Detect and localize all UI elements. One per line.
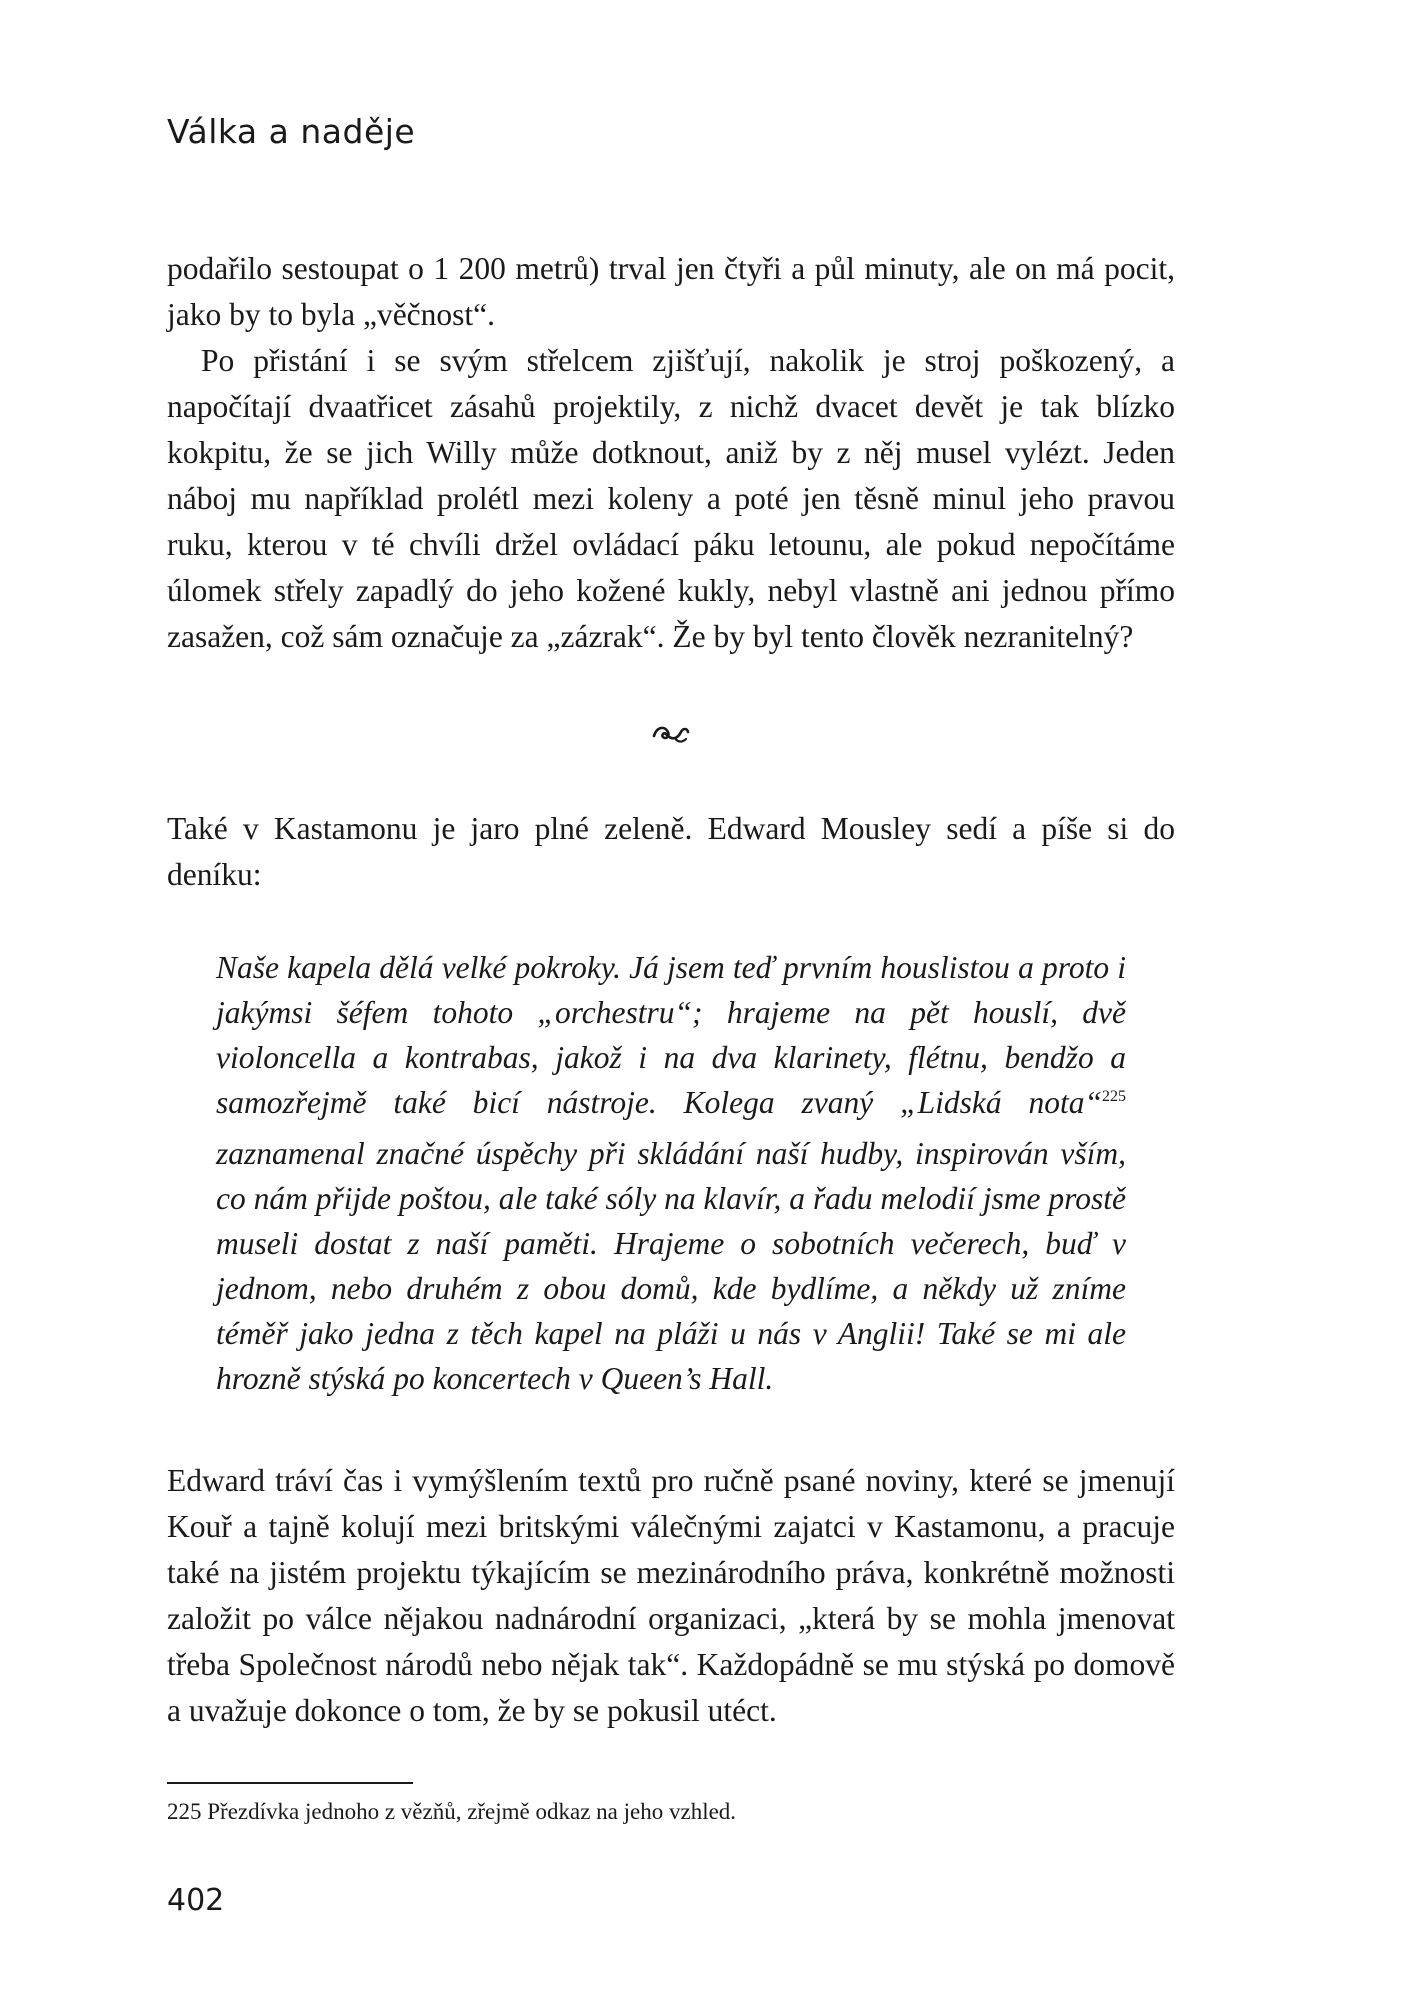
paragraph: Edward tráví čas i vymýšlením textů pro ručně psané noviny, které se jmenují Kouř a tajně kolují mezi britskými válečnými zajatci v Kastamonu, a pracuje také na jistém projektu týkajícím se mezinárodního práva, konkrétně možnosti založit po válce nějakou nadnárodní organizaci, „která by se mohla jmenovat třeba Společnost národů nebo nějak tak“. Každopádně se mu stýská po domově a uvažuje dokonce o tom, že by se pokusil utéct.: [167, 1463, 1175, 1728]
section-break-fleuron-icon: [651, 720, 691, 746]
footnote-text: Přezdívka jednoho z vězňů, zřejmě odkaz na jeho vzhled.: [201, 1799, 737, 1824]
footnote: [167, 1797, 736, 1827]
body-text-block-1: [167, 246, 1175, 660]
footnote-reference: 225: [1102, 1088, 1126, 1105]
quote-text: zaznamenal značné úspěchy při skládání naší hudby, inspirován vším, co nám přijde poštou, ale také sóly na klavír, a řadu melodií jsme prostě museli dostat z naší paměti. Hrajeme o sobotních večerech, buď v jednom, nebo druhém z obou domů, kde bydlíme, a někdy už zníme téměř jako jedna z těch kapel na pláži u nás v Anglii! Také se mi ale hrozně stýská po koncertech v Queen’s Hall.: [216, 1136, 1126, 1396]
paragraph: podařilo sestoupat o 1 200 metrů) trval jen čtyři a půl minuty, ale on má pocit, jako by to byla „věčnost“.: [167, 251, 1175, 332]
body-text-block-2: [167, 806, 1175, 898]
quote-text: Naše kapela dělá velké pokroky. Já jsem teď prvním houslistou a proto i jakýmsi šéfem tohoto „orchestru“; hrajeme na pět houslí, dvě violoncella a kontrabas, jakož i na dva klarinety, flétnu, bendžo a samozřejmě také bicí nástroje. Kolega zvaný „Lidská nota“: [216, 950, 1126, 1120]
page-number: 402: [167, 1883, 225, 1918]
paragraph: Po přistání i se svým střelcem zjišťují, nakolik je stroj poškozený, a napočítají dvaatřicet zásahů projektily, z nichž dvacet devět je tak blízko kokpitu, že se jich Willy může dotknout, aniž by z něj musel vylézt. Jeden náboj mu například prolétl mezi koleny a poté jen těsně minul jeho pravou ruku, kterou v té chvíli držel ovládací páku letounu, ale pokud nepočítáme úlomek střely zapadlý do jeho kožené kukly, nebyl vlastně ani jednou přímo zasažen, což sám označuje za „zázrak“. Že by byl tento člověk nezranitelný?: [167, 343, 1175, 654]
running-header-title: Válka a naděje: [167, 112, 416, 151]
footnote-number: 225: [167, 1799, 202, 1824]
diary-quote: [216, 945, 1126, 1401]
body-text-block-3: [167, 1458, 1175, 1734]
paragraph: Také v Kastamonu je jaro plné zeleně. Edward Mousley sedí a píše si do deníku:: [167, 811, 1175, 892]
footnote-divider: [167, 1782, 413, 1784]
